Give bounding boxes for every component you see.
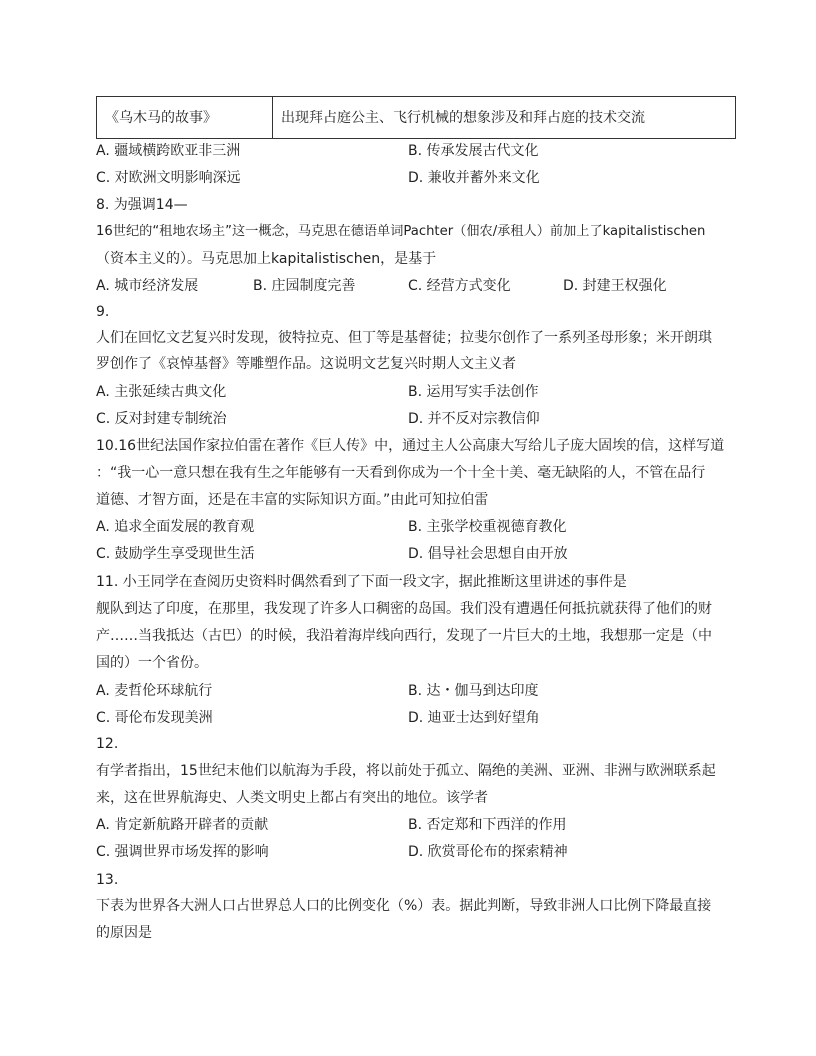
q7-option-c[interactable]: C. 对欧洲文明影响深远: [96, 170, 241, 186]
q11-quote-line1: 舰队到达了印度，在那里，我发现了许多人口稠密的岛国。我们没有遭遇任何抵抗就获得了他们的财: [96, 601, 712, 617]
q10-option-c[interactable]: C. 鼓励学生享受现世生活: [96, 546, 255, 562]
q7-option-d[interactable]: D. 兼收并蓄外来文化: [408, 170, 540, 186]
q8-stem-line1: 16世纪的“租地农场主”这一概念，马克思在德语单词Pachter（佃农/承租人）前加上了kapitalistischen: [96, 224, 706, 239]
q9-stem-line1: 人们在回忆文艺复兴时发现，彼特拉克、但丁等是基督徒；拉斐尔创作了一系列圣母形象；米开朗琪: [96, 330, 712, 346]
q8-option-a[interactable]: A. 城市经济发展: [96, 278, 199, 294]
q11-quote-line3: 国的）一个省份。: [96, 655, 208, 671]
q12-stem-line2: 来，这在世界航海史、人类文明史上都占有突出的地位。该学者: [96, 790, 488, 806]
q9-option-d[interactable]: D. 并不反对宗教信仰: [408, 411, 540, 427]
q8-option-d[interactable]: D. 封建王权强化: [563, 278, 667, 294]
q8-option-b[interactable]: B. 庄园制度完善: [253, 278, 356, 294]
q9-option-b[interactable]: B. 运用写实手法创作: [408, 384, 539, 400]
q11-quote-line2: 产……当我抵达（古巴）的时候，我沿着海岸线向西行，发现了一片巨大的土地，我想那一定是（中: [96, 628, 712, 644]
q12-option-a[interactable]: A. 肯定新航路开辟者的贡献: [96, 817, 269, 833]
q12-option-d[interactable]: D. 欣赏哥伦布的探索精神: [408, 844, 568, 860]
q11-option-a[interactable]: A. 麦哲伦环球航行: [96, 683, 213, 699]
q11-option-d[interactable]: D. 迪亚士达到好望角: [408, 710, 540, 726]
q8-option-c[interactable]: C. 经营方式变化: [408, 278, 511, 294]
q11-stem-line1: 11. 小王同学在查阅历史资料时偶然看到了下面一段文字，据此推断这里讲述的事件是: [96, 574, 627, 590]
q13-stem-line2: 的原因是: [96, 925, 152, 941]
data-table-row: [96, 96, 736, 139]
q9-stem-line2: 罗创作了《哀悼基督》等雕塑作品。这说明文艺复兴时期人文主义者: [96, 356, 516, 372]
q9-number: 9.: [96, 304, 110, 320]
q13-stem-line1: 下表为世界各大洲人口占世界总人口的比例变化（%）表。据此判断，导致非洲人口比例下降最直接: [96, 898, 712, 914]
q10-option-d[interactable]: D. 倡导社会思想自由开放: [408, 546, 568, 562]
q9-option-a[interactable]: A. 主张延续古典文化: [96, 384, 227, 400]
q10-stem-line1: 10.16世纪法国作家拉伯雷在著作《巨人传》中，通过主人公高康大写给儿子庞大固埃的信，这样写道: [96, 438, 725, 454]
q11-option-c[interactable]: C. 哥伦布发现美洲: [96, 710, 213, 726]
q8-number: 8. 为强调14—: [96, 197, 188, 213]
q9-option-c[interactable]: C. 反对封建专制统治: [96, 411, 227, 427]
q10-stem-line2: ：“我一心一意只想在我有生之年能够有一天看到你成为一个十全十美、毫无缺陷的人，不管在品行: [96, 465, 706, 481]
table-cell-title: 《乌木马的故事》: [97, 97, 273, 138]
q12-number: 12.: [96, 736, 119, 752]
q12-stem-line1: 有学者指出，15世纪末他们以航海为手段，将以前处于孤立、隔绝的美洲、亚洲、非洲与欧洲联系起: [96, 763, 716, 779]
q12-option-b[interactable]: B. 否定郑和下西洋的作用: [408, 817, 567, 833]
q13-number: 13.: [96, 872, 119, 888]
q10-option-b[interactable]: B. 主张学校重视德育教化: [408, 519, 567, 535]
q7-option-b[interactable]: B. 传承发展古代文化: [408, 143, 539, 159]
q10-stem-line3: 道德、才智方面，还是在丰富的实际知识方面。”由此可知拉伯雷: [96, 492, 489, 508]
q11-option-b[interactable]: B. 达・伽马到达印度: [408, 683, 539, 699]
q10-option-a[interactable]: A. 追求全面发展的教育观: [96, 519, 255, 535]
table-cell-description: 出现拜占庭公主、飞行机械的想象涉及和拜占庭的技术交流: [281, 110, 645, 126]
q12-option-c[interactable]: C. 强调世界市场发挥的影响: [96, 844, 269, 860]
q7-option-a[interactable]: A. 疆域横跨欧亚非三洲: [96, 143, 241, 159]
q8-stem-line2: （资本主义的）。马克思加上kapitalistischen，是基于: [96, 251, 437, 267]
